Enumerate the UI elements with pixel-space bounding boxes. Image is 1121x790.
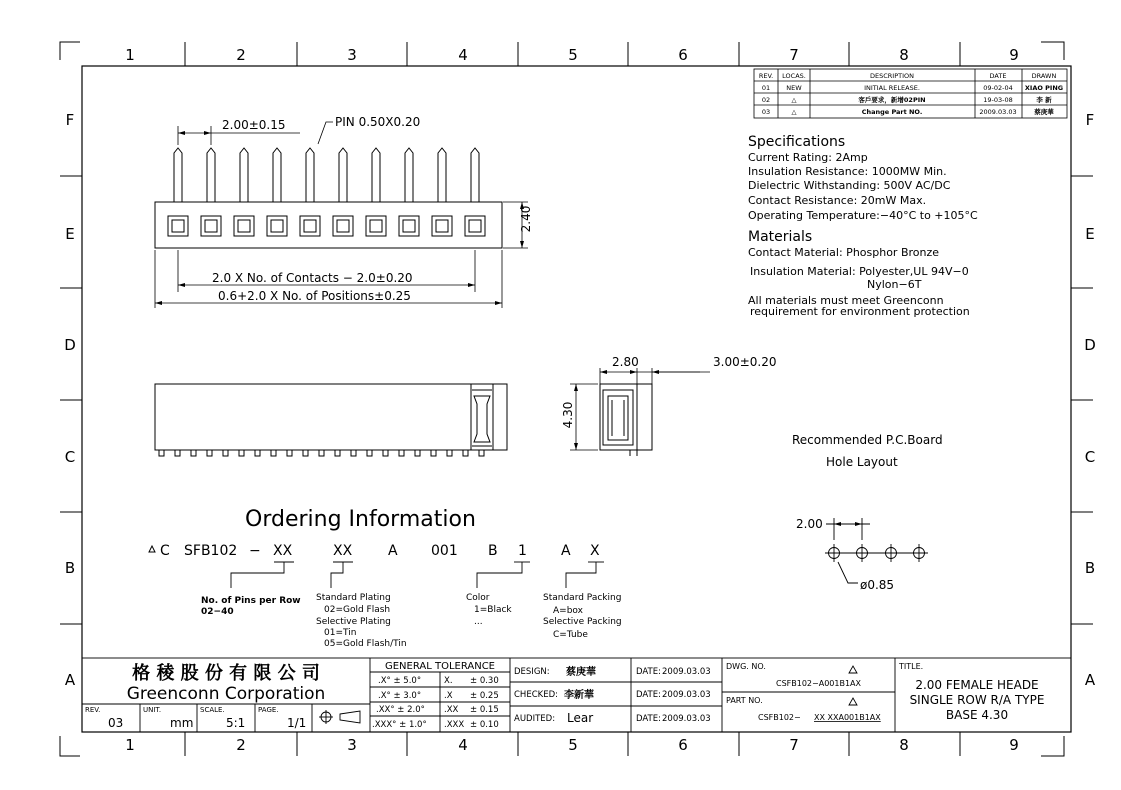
col-label: 4	[458, 46, 468, 64]
row-label: F	[65, 111, 75, 129]
tolerance-place: .XXX	[444, 720, 465, 730]
pcb-title-2: Hole Layout	[826, 455, 898, 469]
color-line: ...	[474, 617, 483, 627]
tolerance-angle: .XXX° ± 1.0°	[372, 720, 427, 730]
checked-label: CHECKED:	[514, 690, 558, 700]
specifications-title: Specifications	[748, 134, 846, 150]
row-label: E	[65, 225, 75, 243]
packing-line: A=box	[553, 606, 583, 616]
contacts-dimension: 2.0 X No. of Contacts − 2.0±0.20	[212, 271, 413, 285]
solder-tails	[159, 450, 484, 456]
height-dimension: 2.40	[519, 205, 533, 233]
packing-line: Selective Packing	[543, 617, 622, 627]
code-b: B	[488, 543, 498, 559]
title-block	[82, 658, 1071, 732]
code-plating: XX	[333, 543, 353, 559]
pcb-pitch-dimension: 2.00	[796, 517, 823, 531]
scale-label: SCALE.	[200, 706, 225, 714]
revision-triangle-icon	[849, 666, 857, 673]
pcb-layout	[792, 433, 943, 592]
col-label: 7	[789, 736, 799, 754]
tolerance-place: X.	[444, 676, 453, 686]
scale-value: 5:1	[226, 716, 246, 730]
row-label: B	[1084, 559, 1096, 577]
revision-triangle-icon	[149, 546, 155, 552]
spec-line: Contact Resistance: 20mW Max.	[748, 194, 927, 207]
pin-dimension: PIN 0.50X0.20	[335, 115, 421, 129]
date-value: 2009.03.03	[662, 667, 711, 677]
unit-label: UNIT.	[143, 706, 162, 714]
rev-cell: 02	[761, 96, 771, 104]
page-value: 1/1	[287, 716, 307, 730]
rev-header: DATE	[989, 72, 1007, 80]
rev-cell: 蔡庚華	[1034, 108, 1054, 116]
pins-range: 02−40	[201, 607, 234, 617]
front-view-labels	[212, 115, 533, 303]
row-label: E	[1085, 225, 1095, 243]
code-base: 001	[431, 543, 458, 559]
plating-line: 05=Gold Flash/Tin	[324, 639, 407, 649]
plating-line: Standard Plating	[316, 593, 391, 603]
code-packing: X	[590, 543, 600, 559]
col-label: 2	[236, 46, 246, 64]
material-note: All materials must meet Greenconn	[748, 294, 944, 307]
code-prefix: C	[160, 543, 170, 559]
material-note: requirement for environment protection	[750, 305, 970, 318]
side-view	[570, 368, 710, 456]
rev-cell: 09-02-04	[983, 84, 1013, 92]
rev-cell: XIAO PING	[1024, 84, 1064, 92]
col-label: 5	[568, 46, 578, 64]
plating-line: 02=Gold Flash	[324, 605, 391, 615]
row-label: A	[1084, 671, 1096, 689]
rev-cell: △	[791, 96, 797, 104]
rev-header: LOCAS.	[782, 72, 806, 80]
tolerance-value: ± 0.15	[470, 705, 499, 715]
packing-line: Standard Packing	[543, 593, 622, 603]
pitch-dimension: 2.00±0.15	[222, 118, 286, 132]
rev-cell: Change Part NO.	[861, 108, 923, 116]
design-label: DESIGN:	[514, 667, 550, 677]
col-label: 2	[236, 736, 246, 754]
part-no-suffix: XX XXA001B1AX	[814, 713, 881, 722]
title-line-3: BASE 4.30	[945, 708, 1009, 722]
tolerance-value: ± 0.30	[470, 676, 499, 686]
col-label: 1	[125, 736, 135, 754]
pcb-title-1: Recommended P.C.Board	[792, 433, 943, 447]
row-label: F	[1085, 111, 1095, 129]
company-name-en: Greenconn Corporation	[126, 684, 326, 704]
date-label: DATE:	[636, 690, 661, 700]
material-line: Contact Material: Phosphor Bronze	[748, 246, 940, 259]
bottom-view	[155, 384, 507, 456]
ordering-information	[149, 507, 622, 649]
col-label: 5	[568, 736, 578, 754]
code-type: A	[388, 543, 398, 559]
revision-triangle-icon	[849, 698, 857, 705]
code-pins: XX	[273, 543, 293, 559]
part-no-label: PART NO.	[726, 696, 763, 705]
code-a: A	[561, 543, 571, 559]
rev-cell: NEW	[786, 84, 802, 92]
col-label: 7	[789, 46, 799, 64]
row-label: C	[64, 448, 76, 466]
row-label: B	[64, 559, 76, 577]
plating-line: 01=Tin	[324, 628, 357, 638]
date-label: DATE:	[636, 667, 661, 677]
dwg-no-label: DWG. NO.	[726, 662, 766, 671]
tolerance-angle: .XX° ± 2.0°	[376, 705, 425, 715]
pcb-hole-dimension: ø0.85	[860, 578, 895, 592]
rev-cell: 03	[761, 108, 771, 116]
unit-value: mm	[170, 716, 194, 730]
col-label: 6	[678, 46, 688, 64]
specifications-block	[748, 134, 978, 318]
tolerance-title: GENERAL TOLERANCE	[384, 661, 496, 672]
color-line: 1=Black	[474, 605, 512, 615]
sheet-border	[60, 42, 1096, 756]
ordering-title: Ordering Information	[245, 507, 476, 532]
spec-line: Current Rating: 2Amp	[748, 151, 868, 164]
rev-header: DRAWN	[1031, 72, 1057, 80]
row-label: C	[1084, 448, 1096, 466]
material-line: Insulation Material: Polyester,UL 94V−0	[750, 265, 969, 278]
side-height-dimension: 4.30	[561, 401, 575, 429]
side-view-labels	[561, 355, 777, 428]
side-offset-dimension: 3.00±0.20	[713, 355, 777, 369]
rev-cell: 19-03-08	[983, 96, 1013, 104]
row-label: D	[1084, 336, 1096, 354]
rev-cell: 2009.03.03	[979, 108, 1017, 116]
code-series: SFB102	[184, 543, 238, 559]
rev-cell: 李 新	[1036, 96, 1052, 104]
col-label: 1	[125, 46, 135, 64]
title-label: TITLE.	[899, 662, 924, 671]
plating-line: Selective Plating	[316, 617, 391, 627]
row-label: D	[64, 336, 76, 354]
code-dash: −	[249, 543, 261, 559]
rev-cell: 01	[761, 84, 771, 92]
pins-label: No. of Pins per Row	[201, 596, 301, 606]
revision-table	[754, 69, 1067, 118]
company-name-cn: 格 稜 股 份 有 限 公 司	[132, 663, 320, 684]
row-label: A	[64, 671, 76, 689]
materials-title: Materials	[748, 229, 813, 245]
col-label: 4	[458, 736, 468, 754]
design-value: 蔡庚華	[566, 667, 596, 678]
tolerance-place: .XX	[444, 705, 459, 715]
code-color: 1	[518, 543, 527, 559]
material-line: Nylon−6T	[867, 278, 922, 291]
rev-value: 03	[108, 716, 124, 730]
tolerance-place: .X	[444, 691, 453, 701]
col-label: 9	[1009, 46, 1019, 64]
title-line-2: SINGLE ROW R/A TYPE	[909, 693, 1045, 707]
col-label: 6	[678, 736, 688, 754]
part-no-prefix: CSFB102−	[758, 713, 801, 722]
rev-cell: △	[791, 108, 797, 116]
rev-cell: 客戶要求，新增02PIN	[858, 96, 926, 104]
checked-value: 李新華	[564, 690, 594, 701]
column-labels	[125, 46, 1019, 754]
rev-header: DESCRIPTION	[870, 72, 914, 80]
rev-label: REV.	[85, 706, 101, 714]
date-value: 2009.03.03	[662, 690, 711, 700]
positions-dimension: 0.6+2.0 X No. of Positions±0.25	[218, 289, 411, 303]
col-label: 9	[1009, 736, 1019, 754]
pins	[174, 148, 479, 202]
audited-label: AUDITED:	[514, 714, 556, 724]
rev-cell: INITIAL RELEASE.	[864, 84, 920, 92]
tolerance-value: ± 0.25	[470, 691, 499, 701]
packing-line: C=Tube	[553, 630, 588, 640]
dwg-no-value: CSFB102−A001B1AX	[776, 679, 861, 688]
color-line: Color	[466, 593, 490, 603]
date-value: 2009.03.03	[662, 714, 711, 724]
contact-cavities	[168, 216, 485, 236]
spec-line: Insulation Resistance: 1000MW Min.	[748, 165, 947, 178]
page-label: PAGE.	[258, 706, 279, 714]
rev-header: REV.	[758, 72, 774, 80]
audited-value: Lear	[567, 711, 594, 725]
col-label: 3	[347, 736, 357, 754]
side-depth-dimension: 2.80	[612, 355, 639, 369]
spec-line: Dielectric Withstanding: 500V AC/DC	[748, 179, 951, 192]
col-label: 3	[347, 46, 357, 64]
tolerance-value: ± 0.10	[470, 720, 499, 730]
col-label: 8	[899, 46, 909, 64]
title-line-1: 2.00 FEMALE HEADE	[915, 678, 1039, 692]
date-label: DATE:	[636, 714, 661, 724]
spec-line: Operating Temperature:−40°C to +105°C	[748, 209, 978, 222]
tolerance-angle: .X° ± 3.0°	[378, 691, 422, 701]
projection-icon	[319, 710, 360, 724]
tolerance-angle: .X° ± 5.0°	[378, 676, 422, 686]
col-label: 8	[899, 736, 909, 754]
